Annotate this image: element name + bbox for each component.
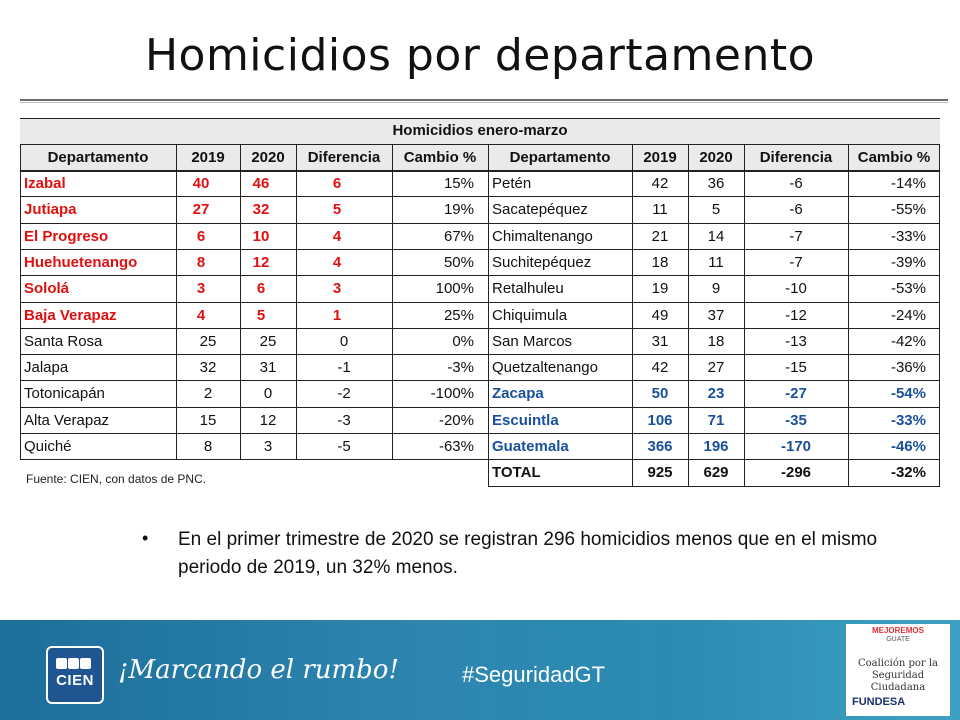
left-row-dept: Totonicapán [24,385,105,403]
header-right-cambio: Cambio % [848,145,940,171]
title-divider-shadow [20,102,948,103]
left-row-dept: Santa Rosa [24,332,103,350]
header-right-2019: 2019 [632,145,688,171]
left-row-2019: 6 [196,227,206,245]
right-row-2020: 23 [707,385,725,403]
right-row-dept: San Marcos [492,332,573,350]
left-row-dept: Quiché [24,438,72,455]
grid-line [20,407,940,408]
footer-slogan: ¡Marcando el rumbo! [118,655,399,685]
header-left-dept: Departamento [20,145,176,171]
left-row-2019: 8 [203,438,213,455]
grid-line [20,223,940,224]
left-row-cambio: 50% [443,253,474,271]
left-row-diferencia: -1 [337,359,351,377]
grid-line [20,144,940,145]
grid-line [20,118,940,119]
left-row-cambio: 100% [435,280,474,298]
right-row-dept: Quetzaltenango [492,359,598,377]
left-row-dept: El Progreso [24,227,109,245]
right-row-dept: Sacatepéquez [492,201,588,219]
grid-line [632,144,633,487]
header-right-2020: 2020 [688,145,744,171]
right-row-dept: Petén [492,175,532,192]
grid-line [176,144,177,460]
partner-mejoremos-guate-sub: GUATE [886,636,910,643]
right-row-diferencia: -15 [785,359,807,377]
partner-logos [846,624,950,716]
slide-title: Homicidios por departamento [144,30,816,81]
left-row-dept: Jutiapa [24,201,77,219]
right-row-2020: 37 [707,306,725,324]
right-row-2019: 42 [651,175,669,192]
right-row-dept: Escuintla [492,411,559,429]
right-row-diferencia: -10 [785,280,807,298]
left-row-diferencia: 0 [339,332,349,350]
right-row-cambio: -24% [890,306,926,324]
left-row-cambio: -20% [438,411,474,429]
right-row-cambio: -33% [890,227,926,245]
left-row-2020: 10 [252,227,270,245]
grid-line [20,354,940,355]
grid-line [848,144,849,487]
logo-dots-icon [56,656,94,668]
left-row-cambio: 15% [443,175,474,192]
left-row-diferencia: 3 [332,280,342,298]
left-row-2020: 31 [259,359,277,377]
left-row-cambio: -3% [447,359,474,377]
right-row-2020: 11 [708,253,724,271]
left-row-2020: 12 [259,411,277,429]
right-row-cambio: -55% [890,201,926,219]
right-row-2020: 71 [707,411,725,429]
right-row-cambio: -39% [890,253,926,271]
right-row-2019: 925 [647,464,673,482]
header-left-cambio: Cambio % [392,145,488,171]
left-row-cambio: 19% [443,201,474,219]
left-row-2019: 4 [196,306,206,324]
right-row-2019: 50 [651,385,669,403]
right-row-2019: 49 [651,306,669,324]
left-row-dept: Baja Verapaz [24,306,117,324]
left-row-2019: 25 [199,332,217,350]
right-row-diferencia: -12 [785,306,807,324]
right-row-cambio: -33% [890,411,926,429]
left-row-2019: 2 [203,385,213,403]
right-row-dept: Guatemala [492,438,569,455]
grid-line [392,144,393,460]
right-row-diferencia: -296 [780,464,812,482]
partner-fundesa: FUNDESA [852,696,906,708]
right-row-cambio: -54% [890,385,926,403]
right-row-cambio: -53% [890,280,926,298]
right-row-diferencia: -6 [789,201,803,219]
left-row-cambio: 67% [443,227,474,245]
right-row-diferencia: -27 [785,385,807,403]
right-row-2019: 21 [651,227,669,245]
grid-line [20,144,21,460]
left-row-2019: 15 [199,411,217,429]
header-left-diferencia: Diferencia [296,145,392,171]
right-row-dept: Suchitepéquez [492,253,592,271]
right-row-dept: TOTAL [492,464,541,482]
left-row-diferencia: 5 [332,201,342,219]
left-row-diferencia: 1 [332,306,342,324]
left-row-2019: 32 [199,359,217,377]
grid-line [20,433,940,434]
right-row-2019: 42 [651,359,669,377]
grid-line [20,196,940,197]
left-row-diferencia: 4 [332,253,342,271]
left-row-diferencia: 4 [332,227,342,245]
right-row-2020: 36 [707,175,725,192]
header-right-dept: Departamento [488,145,632,171]
left-row-diferencia: -2 [337,385,351,403]
left-row-dept: Alta Verapaz [24,411,110,429]
left-row-diferencia: 6 [332,175,342,192]
homicides-table [20,118,940,490]
right-row-2020: 27 [707,359,725,377]
right-row-cambio: -46% [890,438,926,455]
header-right-diferencia: Diferencia [744,145,848,171]
logo-text: CIEN [56,672,94,689]
left-row-cambio: -100% [430,385,474,403]
summary-bullet-text: En el primer trimestre de 2020 se registran 296 homicidios menos que en el mismo periodo de 2019, un 32% menos. [178,529,878,578]
right-row-cambio: -14% [890,175,926,192]
right-row-diferencia: -170 [780,438,812,455]
partner-mejoremos-guate: MEJOREMOS [871,626,924,635]
left-row-cambio: 25% [443,306,474,324]
right-row-diferencia: -7 [789,253,803,271]
left-row-dept: Sololá [24,280,70,298]
left-row-2019: 27 [192,201,210,219]
left-row-2020: 6 [256,280,266,298]
left-row-2019: 8 [196,253,206,271]
right-row-2019: 31 [651,332,669,350]
left-row-diferencia: -5 [337,438,351,455]
left-row-2019: 40 [192,175,210,192]
left-row-2020: 3 [263,438,273,455]
right-row-dept: Chiquimula [492,306,568,324]
grid-line [296,144,297,460]
right-row-2019: 106 [647,411,673,429]
grid-line [20,328,940,329]
right-row-dept: Retalhuleu [492,280,564,298]
grid-line [488,144,489,487]
left-row-2020: 5 [256,306,266,324]
grid-line [240,144,241,460]
left-row-2020: 32 [252,201,270,219]
right-row-diferencia: -7 [789,227,803,245]
right-row-diferencia: -35 [785,411,807,429]
right-row-dept: Zacapa [492,385,544,403]
left-row-2020: 12 [252,253,270,271]
grid-line [20,380,940,381]
left-row-dept: Huehuetenango [24,253,138,271]
cien-logo [46,646,104,704]
right-row-2020: 5 [711,201,721,219]
grid-line [744,144,745,487]
table-source-note: Fuente: CIEN, con datos de PNC. [26,472,207,486]
left-row-dept: Jalapa [24,359,69,377]
right-row-2019: 18 [651,253,669,271]
right-row-2019: 11 [652,201,668,219]
left-row-2020: 0 [263,385,273,403]
grid-line [20,170,940,172]
left-row-diferencia: -3 [337,411,351,429]
bullet-marker: • [142,528,149,548]
right-row-2020: 196 [703,438,729,455]
right-row-2019: 366 [647,438,673,455]
right-row-dept: Chimaltenango [492,227,593,245]
header-left-2020: 2020 [240,145,296,171]
right-row-cambio: -36% [890,359,926,377]
partner-coalicion: Coalición por la Seguridad Ciudadana [857,658,938,693]
footer-hashtag: #SeguridadGT [462,662,606,687]
grid-line [688,144,689,487]
right-row-2020: 629 [703,464,729,482]
header-left-2019: 2019 [176,145,240,171]
left-row-cambio: -63% [438,438,474,455]
left-row-cambio: 0% [452,332,474,350]
left-row-dept: Izabal [24,175,66,192]
right-row-2020: 18 [707,332,725,350]
left-row-2020: 46 [252,175,270,192]
title-divider [20,99,948,101]
grid-line [20,302,940,303]
right-row-2020: 9 [711,280,721,298]
grid-line [939,144,940,487]
grid-line [488,486,940,487]
table-title: Homicidios enero-marzo [392,122,568,139]
grid-line [20,459,940,460]
left-row-2019: 3 [196,280,206,298]
grid-line [20,249,940,250]
right-row-cambio: -32% [890,464,926,482]
left-row-2020: 25 [259,332,277,350]
grid-line [20,275,940,276]
right-row-2020: 14 [707,227,725,245]
right-row-diferencia: -13 [785,332,807,350]
right-row-cambio: -42% [890,332,926,350]
right-row-diferencia: -6 [789,175,803,192]
right-row-2019: 19 [651,280,669,298]
